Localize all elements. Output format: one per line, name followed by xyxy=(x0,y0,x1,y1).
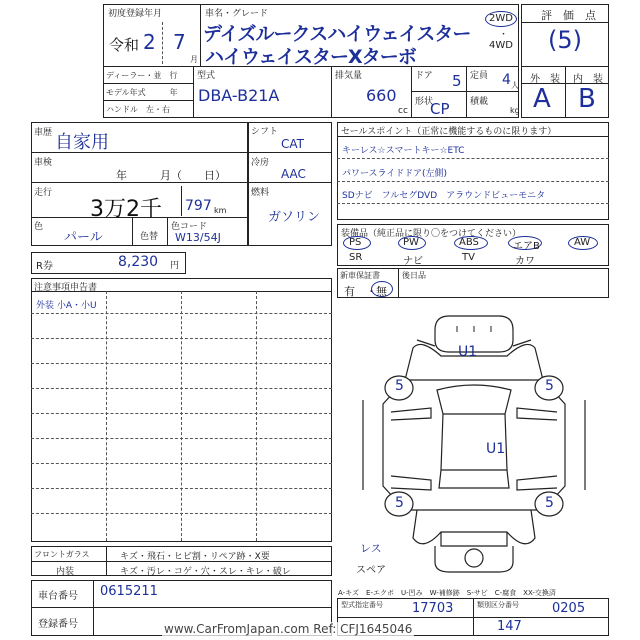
sales-label: セールスポイント（正常に機能するものに限ります） xyxy=(341,127,557,137)
notes-label: 注意事項申告書 xyxy=(34,283,98,293)
month-unit: 月 xyxy=(190,55,198,64)
equip-ps: PS xyxy=(349,237,362,248)
equip-pw: PW xyxy=(403,237,419,248)
spare-mark: レス xyxy=(360,542,382,555)
color-code-label: 色コード xyxy=(171,222,208,232)
chassis-no: 0615211 xyxy=(100,584,158,599)
dealer-label: ディーラー・並 行 xyxy=(106,71,178,80)
equip-sr: SR xyxy=(349,252,363,263)
rating-value: (5) xyxy=(548,26,582,54)
equip-tv: TV xyxy=(462,252,475,263)
value-147: 147 xyxy=(497,619,522,634)
interior-grade: B xyxy=(578,84,596,114)
mileage-small: 797 xyxy=(185,198,212,214)
reg-year: 2 xyxy=(143,30,156,54)
yen-unit: 円 xyxy=(170,261,180,271)
interior-label: 内 装 xyxy=(573,74,603,85)
mileage-label: 走行 xyxy=(34,188,53,198)
warranty-none: 無 xyxy=(376,285,387,298)
inspection-label: 車検 xyxy=(34,158,53,168)
spare-label: スペア xyxy=(356,565,386,576)
class-no-label: 類別区分番号 xyxy=(477,601,519,609)
equip-abs: ABS xyxy=(459,237,479,248)
exterior-grade: A xyxy=(533,84,551,114)
reg-no-label: 登録番号 xyxy=(38,619,78,630)
sales-line3: SDナビ フルセグDVD アラウンドビューモニタ xyxy=(342,191,546,201)
mileage-handwritten: 3万2千 xyxy=(90,197,162,222)
color: パール xyxy=(64,230,103,245)
reiwa-label: 令和 xyxy=(109,36,140,54)
equipment-label: 装備品（純正品に限り〇をつけてください） xyxy=(341,229,522,239)
first-reg-label: 初度登録年月 xyxy=(108,9,163,19)
type-label: 型式 xyxy=(197,71,216,81)
rating-label: 評 価 点 xyxy=(541,9,596,22)
type-no-label: 型式指定番号 xyxy=(341,601,383,609)
recycle-value: 8,230 xyxy=(118,254,159,270)
mark-u1-mid: U1 xyxy=(486,441,506,457)
drive-dot: ・ xyxy=(499,30,509,40)
model-code: DBA-B21A xyxy=(198,86,280,105)
load-label: 積載 xyxy=(470,97,489,107)
warranty-label: 新車保証書 xyxy=(340,271,380,280)
windshield-label: フロントガラス xyxy=(34,550,90,559)
ac-label: 冷房 xyxy=(251,158,270,168)
exterior-label: 外 装 xyxy=(530,74,560,85)
capacity: 4 xyxy=(502,72,511,88)
doors: 5 xyxy=(452,72,462,90)
cc-unit: cc xyxy=(398,106,408,116)
kg-unit: kg xyxy=(510,106,520,115)
interior-cond-label: 内装 xyxy=(56,567,75,577)
body-use-label: 車歴 xyxy=(34,128,53,138)
car-name-line2: ハイウェイスターXターボ xyxy=(205,46,416,68)
door-label: ドア xyxy=(415,71,433,81)
reg-month: 7 xyxy=(173,30,186,54)
recycle-label: R券 xyxy=(36,261,53,272)
tire-front-right: 5 xyxy=(545,378,554,394)
sales-line1: キーレス☆スマートキー☆ETC xyxy=(342,146,465,156)
shift: CAT xyxy=(281,137,304,151)
equip-aw: AW xyxy=(574,237,591,248)
tire-front-left: 5 xyxy=(395,378,404,394)
equip-airbag: エアB xyxy=(513,241,540,252)
type-no: 17703 xyxy=(412,601,454,616)
ac: AAC xyxy=(281,167,306,181)
notes-line1: 外装 小A・小U xyxy=(36,301,97,311)
drive-2wd: 2WD xyxy=(489,13,513,24)
inspection-value: 年 月（ 日） xyxy=(116,169,226,182)
drive-4wd: 4WD xyxy=(489,40,513,51)
tire-rear-right: 5 xyxy=(545,495,554,511)
mark-u1-top: U1 xyxy=(458,344,478,360)
recycle-frame xyxy=(31,252,186,274)
tire-rear-left: 5 xyxy=(395,495,404,511)
capacity-label: 定員 xyxy=(470,71,489,81)
displacement-label: 排気量 xyxy=(335,71,363,81)
car-name-line1: デイズルークスハイウェイスター xyxy=(203,23,471,45)
fuel: ガソリン xyxy=(268,210,321,225)
body-use: 自家用 xyxy=(55,132,109,153)
chassis-label: 車台番号 xyxy=(38,591,78,602)
person-unit: 人 xyxy=(511,81,519,90)
windshield-value: キズ・飛石・ヒビ割・リペア跡・X要 xyxy=(120,552,270,562)
shape-label: 形状 xyxy=(415,97,434,107)
displacement: 660 xyxy=(366,86,397,105)
damage-legend: A-キズ E-エクボ U-凹み W-補修跡 S-サビ C-腐食 XX-交換済 xyxy=(338,589,556,597)
name-grade-label: 車名・グレード xyxy=(205,9,269,19)
after-label: 後日品 xyxy=(402,271,426,280)
class-no: 0205 xyxy=(552,601,586,616)
fuel-label: 燃料 xyxy=(251,188,270,198)
handle-label: ハンドル 左・右 xyxy=(106,105,170,114)
warranty-value: 有 ・ xyxy=(344,285,377,298)
interior-cond-value: キズ・汚レ・コゲ・穴・スレ・キレ・破レ xyxy=(120,567,291,577)
model-year-label: モデル年式 年 xyxy=(106,88,178,97)
equip-leather: カワ xyxy=(515,256,535,267)
watermark: www.CarFromJapan.com Ref: CFJ1645046 xyxy=(164,622,413,636)
color-code: W13/54J xyxy=(175,231,221,244)
paint-label: 色替 xyxy=(140,232,159,242)
shift-label: シフト xyxy=(251,127,279,137)
equip-navi: ナビ xyxy=(403,256,423,267)
sales-line2: パワースライドドア(左側) xyxy=(342,169,448,179)
color-label: 色 xyxy=(34,222,44,232)
shape: CP xyxy=(430,100,450,118)
km-unit: km xyxy=(214,206,227,215)
